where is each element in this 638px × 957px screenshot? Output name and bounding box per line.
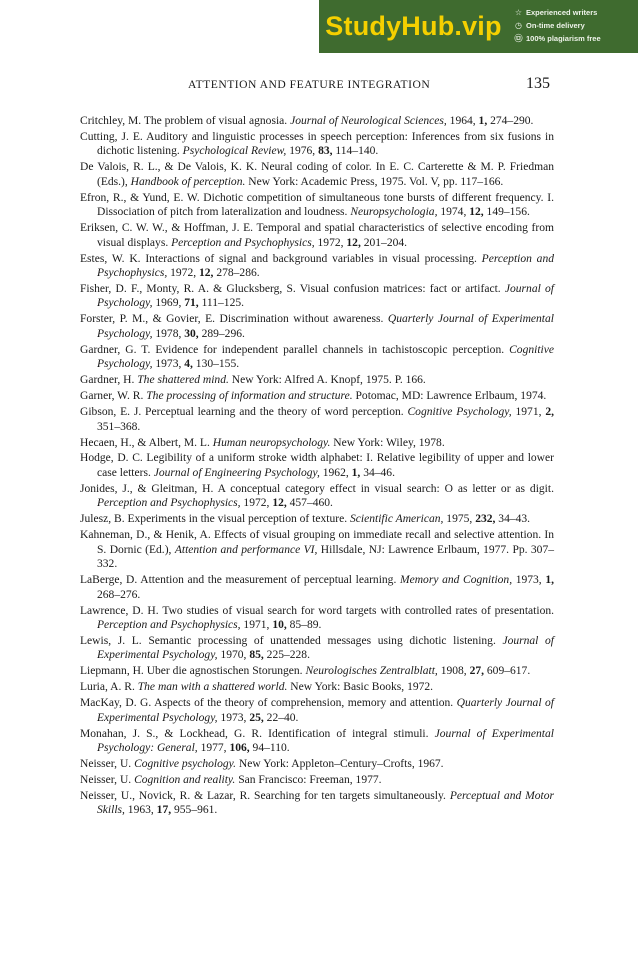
reference-pre-text: Gardner, H.: [80, 374, 138, 387]
running-title: ATTENTION AND FEATURE INTEGRATION: [188, 78, 431, 91]
reference-mid-text: 1964,: [446, 115, 479, 127]
reference-post-text: 22–40.: [263, 711, 299, 724]
reference-mid-text: 1971,: [240, 618, 273, 631]
reference-pre-text: Lawrence, D. H. Two studies of visual search for word targets with controlled rates of presentation.: [80, 604, 554, 617]
reference-post-text: 34–46.: [360, 466, 395, 479]
reference-pre-text: Garner, W. R.: [80, 390, 147, 403]
reference-entry: [80, 680, 554, 694]
reference-pre-text: Eriksen, C. W. W., & Hoffman, J. E. Temporal and spatial characteristics of selective encoding from visual displays.: [80, 222, 554, 249]
reference-ital-text: Cognitive psychology.: [134, 758, 237, 771]
reference-post-text: 278–286.: [213, 267, 260, 280]
reference-mid-text: 1970,: [217, 649, 250, 662]
reference-ital-text: Cognitive Psychology,: [97, 343, 554, 371]
reference-ital-text: Journal of Neurological Sciences,: [290, 115, 447, 127]
reference-entry: [80, 696, 554, 725]
reference-pre-text: De Valois, R. L., & De Valois, K. K. Neural coding of color. In E. C. Carterette & M. P. Friedman (Eds.),: [80, 161, 554, 188]
reference-bold-text: 1,: [545, 574, 554, 587]
reference-post-text: 457–460.: [286, 497, 333, 510]
reference-entry: [80, 727, 554, 756]
reference-post-text: 114–140.: [332, 145, 379, 158]
reference-pre-text: Neisser, U., Novick, R. & Lazar, R. Searching for ten targets simultaneously.: [80, 789, 450, 802]
reference-pre-text: Kahneman, D., & Henik, A. Effects of visual grouping on immediate recall and selective attention. In S. Dornic (Ed.),: [80, 529, 554, 556]
reference-entry: [80, 634, 554, 663]
reference-post-text: 94–110.: [249, 742, 290, 755]
reference-bold-text: 12,: [199, 267, 214, 280]
reference-mid-text: 1973,: [512, 574, 546, 587]
reference-post-text: 351–368.: [97, 420, 141, 433]
reference-entry: [80, 405, 554, 434]
reference-post-text: 289–296.: [198, 327, 245, 340]
reference-pre-text: Monahan, J. S., & Lockhead, G. R. Identification of integral stimuli.: [80, 727, 435, 740]
reference-entry: [80, 789, 554, 818]
reference-bold-text: 30,: [184, 327, 199, 340]
reference-ital-text: Attention and performance VI,: [174, 543, 318, 556]
reference-pre-text: Efron, R., & Yund, E. W. Dichotic competition of simultaneous tone bursts of different frequency. I. Dissociation of pitch from lateralization and loudness.: [80, 191, 554, 219]
reference-ital-text: Perception and Psychophysics,: [97, 497, 241, 510]
reference-ital-text: Journal of Experimental Psychology: General,: [97, 727, 554, 755]
reference-entry: [80, 389, 554, 403]
reference-pre-text: Lewis, J. L. Semantic processing of unattended messages using dichotic listening.: [80, 634, 503, 647]
feature-label: Experienced writers: [526, 8, 598, 17]
reference-bold-text: 12,: [272, 497, 287, 510]
reference-bold-text: 10,: [272, 618, 287, 631]
reference-bold-text: 85,: [249, 649, 264, 662]
reference-ital-text: The shattered mind.: [137, 374, 229, 387]
reference-ital-text: Scientific American,: [350, 513, 444, 526]
reference-ital-text: Perceptual and Motor Skills,: [97, 789, 554, 817]
feature-label: On-time delivery: [526, 21, 585, 30]
studyhub-banner[interactable]: [319, 0, 638, 53]
reference-entry: [80, 252, 554, 281]
reference-entry: [80, 604, 554, 633]
reference-post-text: 225–228.: [263, 649, 310, 662]
banner-features: [508, 0, 638, 53]
reference-bold-text: 4,: [184, 358, 193, 371]
reference-pre-text: Gibson, E. J. Perceptual learning and the theory of word perception.: [80, 406, 408, 419]
reference-ital-text: Journal of Experimental Psychology,: [97, 634, 554, 662]
reference-mid-text: 1962,: [319, 466, 352, 479]
page-number: 135: [526, 75, 550, 92]
reference-bold-text: 106,: [229, 742, 250, 755]
feature-label: 100% plagiarism free: [526, 34, 601, 43]
reference-mid-text: New York: Wiley, 1978.: [330, 436, 445, 449]
reference-mid-text: 1971,: [511, 406, 546, 419]
star-icon: ☆: [514, 8, 523, 17]
reference-entry: [80, 757, 554, 771]
reference-entry: [80, 114, 554, 128]
reference-pre-text: Jonides, J., & Gleitman, H. A conceptual category effect in visual search: O as letter or as digit.: [80, 482, 554, 495]
reference-entry: [80, 664, 554, 678]
reference-post-text: 111–125.: [198, 297, 245, 310]
reference-mid-text: 1977,: [197, 742, 230, 755]
reference-entry: [80, 282, 554, 311]
reference-mid-text: 1973,: [152, 358, 185, 371]
reference-ital-text: Journal of Engineering Psychology,: [153, 466, 320, 479]
reference-ital-text: Perception and Psychophysics,: [97, 252, 554, 280]
reference-ital-text: Journal of Psychology,: [97, 282, 554, 310]
reference-bold-text: 12,: [469, 206, 484, 219]
reference-ital-text: Quarterly Journal of Experimental Psychology,: [97, 313, 554, 340]
reference-ital-text: Quarterly Journal of Experimental Psychology,: [97, 697, 554, 724]
reference-mid-text: 1969,: [152, 297, 185, 310]
reference-bold-text: 25,: [249, 711, 264, 724]
reference-bold-text: 2,: [545, 406, 554, 419]
reference-ital-text: Neurologisches Zentralblatt,: [305, 665, 438, 678]
reference-ital-text: Neuropsychologia,: [350, 206, 438, 219]
reference-pre-text: Fisher, D. F., Monty, R. A. & Glucksberg, S. Visual confusion matrices: fact or artifact.: [80, 282, 505, 295]
reference-pre-text: LaBerge, D. Attention and the measurement of perceptual learning.: [80, 574, 400, 587]
studyhub-logo[interactable]: StudyHub.vip: [325, 11, 502, 41]
reference-ital-text: Human neuropsychology.: [212, 436, 331, 449]
reference-mid-text: 1963,: [124, 804, 157, 817]
reference-pre-text: Luria, A. R.: [80, 681, 138, 694]
reference-bold-text: 71,: [184, 297, 199, 310]
reference-post-text: 34–43.: [495, 513, 531, 526]
reference-mid-text: 1978,: [152, 327, 185, 340]
reference-pre-text: Hodge, D. C. Legibility of a uniform stroke width alphabet: I. Relative legibility of upper and lower case letters.: [80, 452, 554, 479]
feature-plagiarism-free: [514, 32, 638, 45]
reference-ital-text: The man with a shattered world.: [137, 681, 288, 694]
reference-pre-text: Liepmann, H. Uber die agnostischen Storungen.: [80, 665, 306, 678]
reference-bold-text: 1,: [478, 115, 488, 127]
reference-mid-text: New York: Academic Press, 1975. Vol. V, pp. 117–166.: [245, 175, 504, 188]
reference-bold-text: 232,: [475, 513, 496, 526]
reference-entry: [80, 512, 554, 526]
reference-pre-text: Neisser, U.: [80, 773, 135, 786]
reference-post-text: 149–156.: [483, 206, 530, 219]
reference-post-text: 130–155.: [192, 358, 240, 371]
reference-entry: [80, 312, 554, 341]
reference-entry: [80, 773, 554, 787]
reference-pre-text: Cutting, J. E. Auditory and linguistic processes in speech perception: Inferences from six fusions in dichotic listening.: [80, 130, 554, 158]
reference-bold-text: 12,: [346, 236, 361, 249]
reference-post-text: 268–276.: [97, 588, 141, 601]
reference-entry: [80, 436, 554, 450]
reference-ital-text: Perception and Psychophysics,: [171, 236, 315, 249]
reference-bold-text: 1,: [351, 466, 361, 479]
reference-ital-text: Memory and Cognition,: [399, 574, 513, 587]
reference-mid-text: New York: Basic Books, 1972.: [287, 681, 434, 694]
reference-post-text: 201–204.: [360, 236, 408, 249]
reference-entry: [80, 221, 554, 250]
reference-pre-text: Gardner, G. T. Evidence for independent parallel channels in tachistoscopic perception.: [80, 343, 510, 356]
reference-pre-text: Forster, P. M., & Govier, E. Discrimination without awareness.: [80, 313, 388, 326]
reference-pre-text: Critchley, M. The problem of visual agnosia.: [80, 115, 291, 127]
reference-entry: [80, 482, 554, 511]
reference-entry: [80, 528, 554, 571]
badge-icon: ㉤: [514, 34, 523, 43]
reference-ital-text: Perception and Psychophysics,: [97, 618, 241, 631]
reference-pre-text: Julesz, B. Experiments in the visual perception of texture.: [80, 513, 350, 526]
reference-entry: [80, 451, 554, 480]
reference-mid-text: 1972,: [314, 236, 347, 249]
reference-mid-text: New York: Appleton–Century–Crofts, 1967.: [236, 758, 444, 771]
reference-mid-text: San Francisco: Freeman, 1977.: [235, 773, 382, 786]
reference-pre-text: Estes, W. K. Interactions of signal and background variables in visual processing.: [80, 252, 482, 265]
reference-mid-text: 1975,: [443, 513, 476, 526]
reference-entry: [80, 373, 554, 387]
reference-list: [80, 114, 554, 819]
reference-mid-text: Potomac, MD: Lawrence Erlbaum, 1974.: [352, 390, 547, 403]
reference-post-text: 609–617.: [484, 665, 531, 678]
reference-bold-text: 17,: [156, 804, 172, 817]
reference-entry: [80, 160, 554, 189]
reference-ital-text: Cognition and reality.: [134, 773, 236, 786]
reference-entry: [80, 343, 554, 372]
reference-ital-text: The processing of information and structure.: [146, 390, 353, 403]
reference-mid-text: 1972,: [240, 497, 273, 510]
reference-post-text: 274–290.: [487, 115, 534, 127]
reference-mid-text: New York: Alfred A. Knopf, 1975. P. 166.: [228, 374, 426, 387]
reference-ital-text: Handbook of perception.: [130, 175, 246, 188]
reference-mid-text: 1908,: [437, 665, 470, 678]
reference-pre-text: Neisser, U.: [80, 758, 135, 771]
reference-post-text: 955–961.: [171, 804, 218, 817]
reference-bold-text: 27,: [469, 665, 485, 678]
reference-mid-text: 1972,: [167, 267, 199, 280]
reference-ital-text: Cognitive Psychology,: [407, 406, 512, 419]
reference-mid-text: 1974,: [437, 206, 470, 219]
reference-mid-text: 1976,: [286, 145, 319, 158]
reference-entry: [80, 191, 554, 220]
reference-post-text: 85–89.: [286, 618, 322, 631]
reference-mid-text: 1973,: [217, 711, 250, 724]
clock-icon: ◷: [515, 21, 522, 30]
feature-on-time-delivery: [514, 19, 638, 32]
page-header: [0, 75, 638, 98]
feature-experienced-writers: [514, 6, 638, 19]
reference-mid-text: Hillsdale, NJ: Lawrence Erlbaum, 1977. Pp. 307–332.: [97, 543, 555, 571]
reference-bold-text: 83,: [318, 145, 333, 158]
reference-entry: [80, 573, 554, 602]
reference-entry: [80, 130, 554, 159]
reference-pre-text: Hecaen, H., & Albert, M. L.: [80, 436, 213, 449]
reference-pre-text: MacKay, D. G. Aspects of the theory of comprehension, memory and attention.: [80, 697, 457, 710]
reference-ital-text: Psychological Review,: [182, 145, 287, 158]
